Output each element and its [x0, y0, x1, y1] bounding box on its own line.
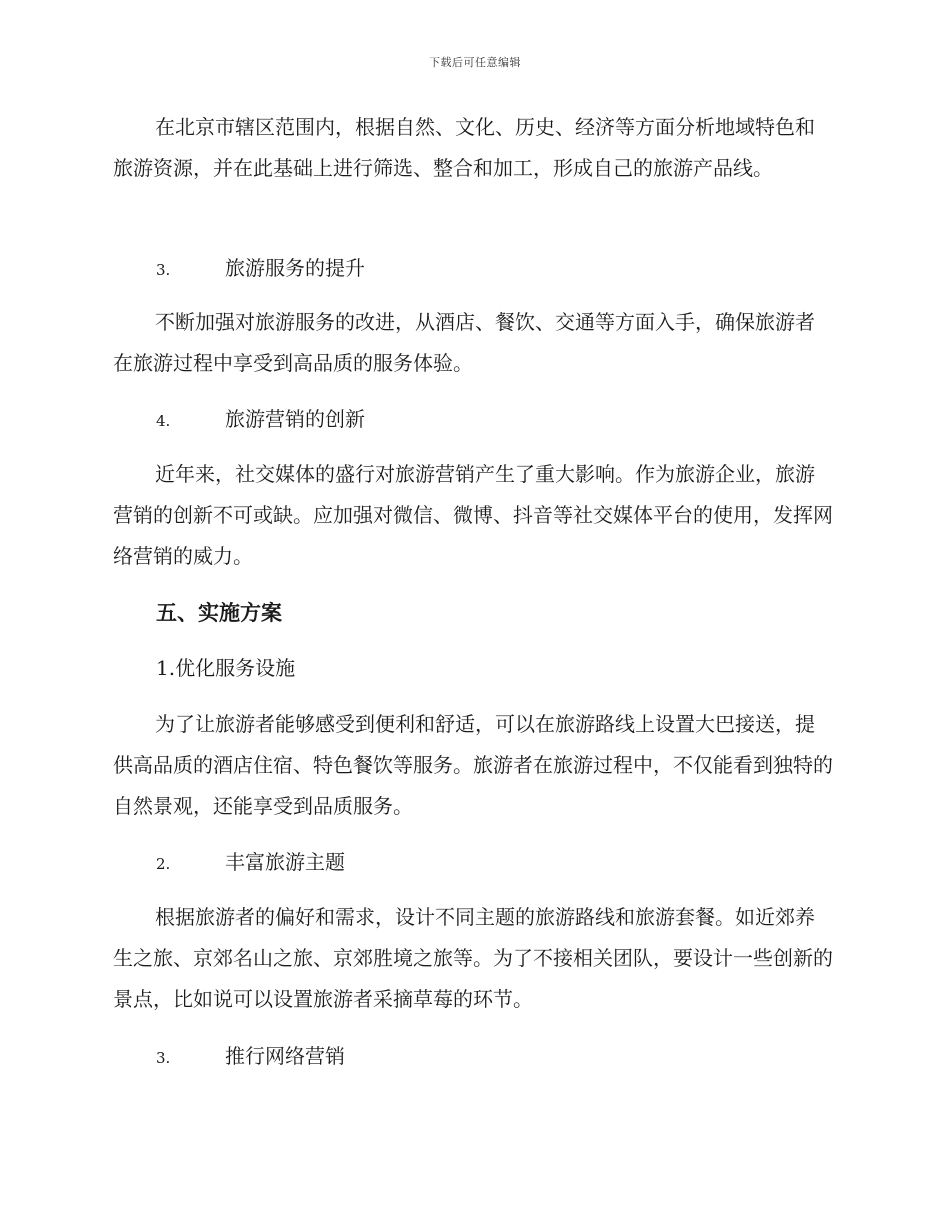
list-item-title: 旅游服务的提升: [225, 256, 365, 280]
subsection-title: 1.优化服务设施: [156, 656, 296, 680]
list-item-title: 丰富旅游主题: [225, 850, 345, 874]
list-item-service-improvement: [156, 254, 365, 284]
paragraph-service: 不断加强对旅游服务的改进，从酒店、餐饮、交通等方面入手，确保旅游者在旅游过程中享受到高品质的服务体验。: [113, 310, 815, 375]
list-item-title: 旅游营销的创新: [225, 407, 365, 431]
list-number: 4.: [156, 412, 171, 430]
list-number: 2.: [156, 855, 171, 873]
paragraph-marketing: 近年来，社交媒体的盛行对旅游营销产生了重大影响。作为旅游企业，旅游营销的创新不可或缺。应加强对微信、微博、抖音等社交媒体平台的使用，发挥网络营销的威力。: [113, 462, 833, 568]
page-header: 下载后可任意编辑: [429, 56, 521, 69]
paragraph-facilities: 为了让旅游者能够感受到便利和舒适，可以在旅游路线上设置大巴接送，提供高品质的酒店住宿、特色餐饮等服务。旅游者在旅游过程中，不仅能看到独特的自然景观，还能享受到品质服务。: [113, 712, 833, 818]
list-item-themes: [156, 848, 345, 878]
paragraph-themes: 根据旅游者的偏好和需求，设计不同主题的旅游路线和旅游套餐。如近郊养生之旅、京郊名山之旅、京郊胜境之旅等。为了不接相关团队，要设计一些创新的景点，比如说可以设置旅游者采摘草莓的环节。: [113, 905, 833, 1011]
section-heading: 五、实施方案: [156, 601, 282, 625]
list-number: 3.: [156, 1049, 171, 1067]
paragraph-product-line: 在北京市辖区范围内，根据自然、文化、历史、经济等方面分析地域特色和旅游资源，并在此基础上进行筛选、整合和加工，形成自己的旅游产品线。: [113, 115, 815, 180]
list-number: 3.: [156, 261, 171, 279]
list-item-title: 推行网络营销: [225, 1044, 345, 1068]
list-item-marketing-innovation: [156, 405, 365, 435]
list-item-online-marketing: [156, 1042, 345, 1072]
